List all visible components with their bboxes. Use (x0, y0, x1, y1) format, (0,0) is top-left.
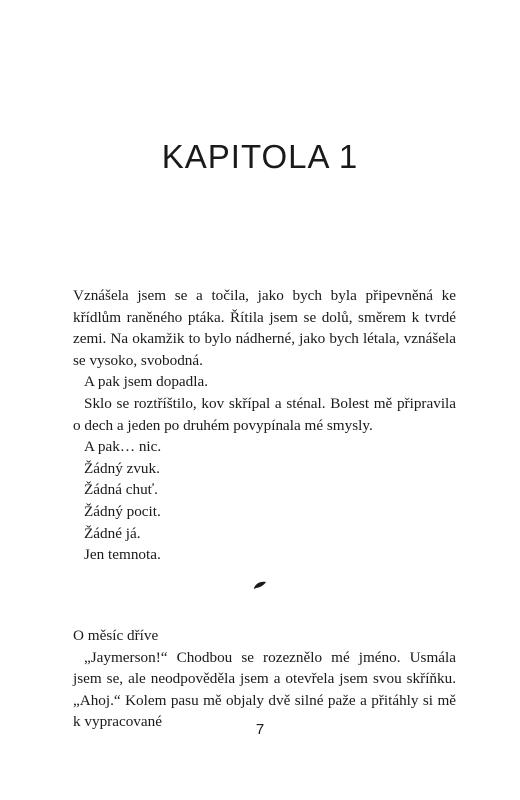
page-number: 7 (255, 721, 265, 738)
paragraph: Vznášela jsem se a točila, jako bych byla připevněná ke křídlům raněného ptáka. Řítila jsem se dolů, směrem k tvrdé zemi. Na okamžik to bylo nádherné, jako bych létala, vznášela se vysoko, svobodná. (73, 287, 456, 369)
paragraph: Žádný zvuk. (84, 459, 160, 477)
chapter-title: KAPITOLA 1 (161, 138, 359, 175)
paragraph: Žádná chuť. (84, 481, 158, 499)
paragraph: Žádný pocit. (84, 502, 161, 520)
opening-section (73, 285, 456, 566)
feather-ornament-icon (253, 580, 267, 590)
paragraph: Žádné já. (84, 524, 141, 542)
section-heading: O měsíc dříve (73, 627, 159, 644)
paragraph: Sklo se roztříštilo, kov skřípal a sténal. Bolest mě připravila o dech a jeden po druhém povypínala mé smysly. (73, 394, 456, 434)
flashback-section (73, 625, 456, 733)
paragraph: A pak… nic. (84, 438, 162, 456)
paragraph: „Jaymerson!“ Chodbou se rozeznělo mé jméno. Usmála jsem se, ale neodpověděla jsem a otevřela jsem svou skříňku. „Ahoj.“ Kolem pasu mě objaly dvě silné paže a přitáhly si mě k vypracované (73, 648, 456, 731)
paragraph: Jen temnota. (84, 546, 161, 564)
paragraph: A pak jsem dopadla. (84, 373, 209, 391)
